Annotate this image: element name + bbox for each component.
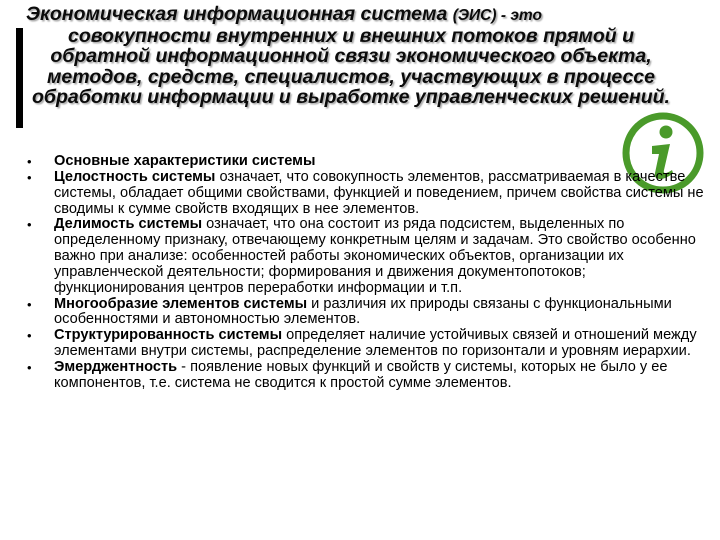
bullet-term: Эмерджентность <box>54 358 178 375</box>
bullet-text: и различия их природы связаны с функциональными особенностями и автономностью элементов. <box>54 295 672 328</box>
bullet-text: определяет наличие устойчивых связей и отношений между элементами внутри системы, распределение элементов по горизонтали и уровням иерархии. <box>54 327 697 360</box>
title-definition: совокупности внутренних и внешних потоков прямой и обратной информационной связи экономического объекта, методов, средств, специалистов, участвующих в процессе обработки информации и выработке управленческих решений. <box>32 25 670 108</box>
bullet-dot: • <box>27 217 32 233</box>
bullet-dot: • <box>27 328 32 344</box>
list-item <box>24 297 712 329</box>
title-term: Экономическая информационная система <box>26 3 448 25</box>
bullet-term: Основные характеристики системы <box>54 153 316 169</box>
bullet-dot: • <box>27 169 32 185</box>
list-item <box>24 328 712 360</box>
bullet-term: Структурированность системы <box>54 327 283 344</box>
title-abbr: (ЭИС) - это <box>452 7 542 24</box>
bullet-text: означает, что совокупность элементов, рассматриваемая в качестве системы, обладает общими свойствами, функцией и поведением, причем свойства системы не сводимы к сумме свойств входящих в нее элементов. <box>54 168 704 217</box>
bullet-term: Целостность системы <box>54 168 216 185</box>
bullet-term: Делимость системы <box>54 216 203 233</box>
list-item <box>24 217 712 296</box>
list-item <box>24 154 712 170</box>
left-accent-bar <box>16 28 23 128</box>
list-item <box>24 360 712 392</box>
bullet-dot: • <box>27 296 32 312</box>
characteristics-list <box>24 154 712 392</box>
slide-title <box>26 4 676 107</box>
bullet-dot: • <box>27 154 32 169</box>
bullet-term: Многообразие элементов системы <box>54 295 308 312</box>
list-item <box>24 170 712 218</box>
bullet-dot: • <box>27 359 32 375</box>
bullet-text: означает, что она состоит из ряда подсистем, выделенных по определенному признаку, отвечающему конкретным целям и задачам. Это свойство особенно важно при анализе: особенностей работы экономических объектов, организации их управленческой деятельности; формирования и движения документопотоков; функционирования центров переработки информации и т.п. <box>54 216 696 296</box>
bullet-text: - появление новых функций и свойств у системы, которых не было у ее компонентов, т.е. система не сводится к простой сумме элементов. <box>54 358 668 391</box>
title-lead-line <box>26 4 676 26</box>
